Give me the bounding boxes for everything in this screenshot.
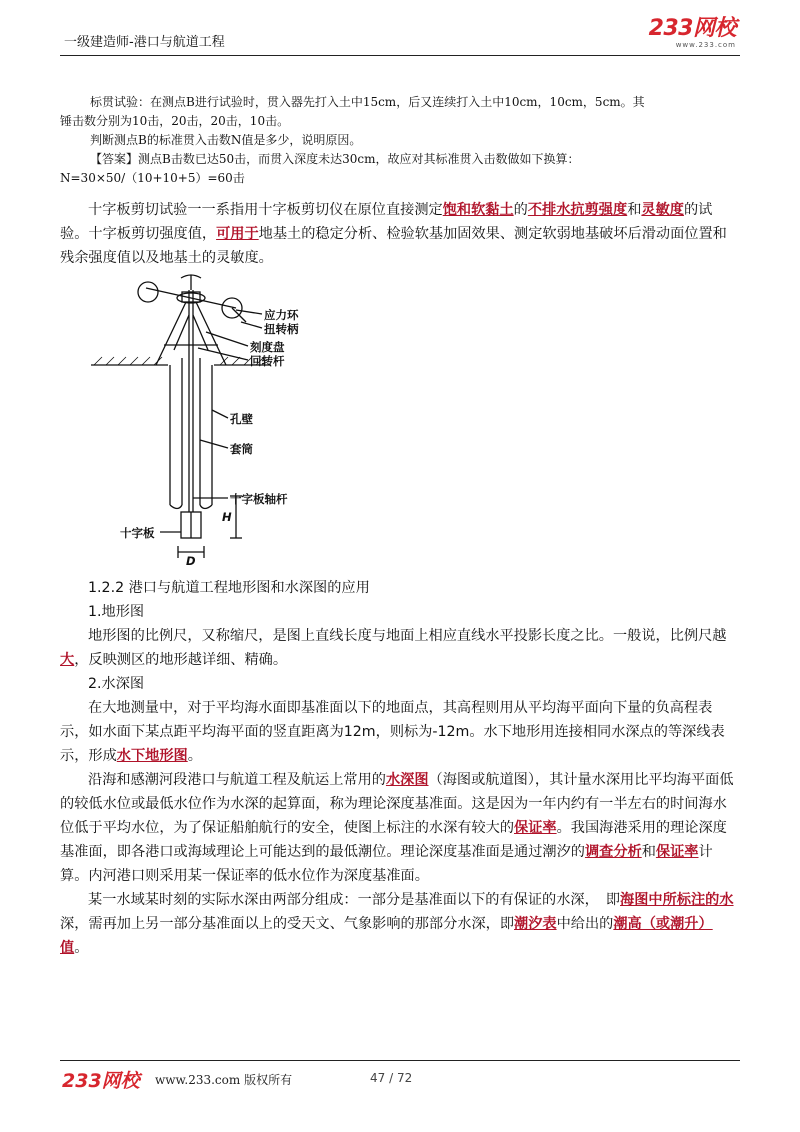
highlight-term: 水深图 (385, 772, 429, 788)
label-H: H (222, 510, 232, 524)
label-stress-ring: 应力环 (264, 308, 299, 322)
label-vane-shaft: 十字板轴杆 (230, 492, 288, 506)
case-line: 锤击数分别为10击，20击，20击，10击。 (60, 114, 290, 128)
text-run: 在大地测量中，对于平均海水面即基准面以下的地面点，其高程则用从平均海平面向下量的负高程表示，如水面下某点距平均海平面的竖直距离为12m，则标为-12m。水下地形用连接相同水深点的等深线表示，形成 (60, 700, 725, 764)
footer-copyright: www.233.com 版权所有 (155, 1073, 293, 1087)
highlight-term: 饱和软黏土 (442, 202, 514, 218)
label-hole-wall: 孔壁 (230, 412, 253, 426)
text-run: 十字板剪切试验一一系指用十字板剪切仪在原位直接测定 (88, 202, 443, 218)
case-line: 判断测点B的标准贯入击数N值是多少，说明原因。 (90, 133, 362, 147)
label-dial: 刻度盘 (250, 340, 285, 354)
text-run: 沿海和感潮河段港口与航道工程及航运上常用的 (88, 772, 386, 788)
text-run: 和 (627, 202, 642, 218)
vane-shear-apparatus-figure (86, 270, 326, 570)
text-run: （海图或航道图），其计量水深用比平均海平面低的较低水位或最低水位作为水深的起算面，称为理论深度基准面。这是因为一年内约有一半左右的时间海水位低于平均水位，为了保证船舶航行的安全，使图上标注的水深有较大的 (60, 772, 734, 836)
highlight-term: 可用于 (216, 226, 259, 242)
label-vane: 十字板 (120, 526, 155, 540)
label-rotating-rod: 回转杆 (250, 354, 285, 368)
text-run: 某一水域某时刻的实际水深由两部分组成：一部分是基准面以下的有保证的水深， 即 (88, 892, 621, 908)
footer-logo[interactable]: 233网校 (62, 1070, 140, 1092)
highlight-term: 保证率 (514, 820, 557, 836)
highlight-term: 海图中所标注的水 (620, 892, 734, 908)
highlight-term: 不排水抗剪强度 (527, 202, 628, 218)
paragraph-depth-1 (60, 696, 740, 768)
highlight-term: 大 (60, 652, 75, 668)
footer-divider (60, 1060, 740, 1061)
logo-url: www.233.com (675, 41, 736, 49)
section-body (60, 576, 740, 960)
paragraph-topographic (60, 624, 740, 672)
text-run: 。 (74, 940, 89, 956)
text-run: 。 (187, 748, 202, 764)
text-run: 中给出的 (556, 916, 614, 932)
highlight-term: 灵敏度 (641, 202, 684, 218)
highlight-term: 保证率 (655, 844, 699, 860)
case-block (60, 93, 740, 188)
text-run: 的 (513, 202, 528, 218)
text-run: 的试验。十字板剪切强度值， (60, 202, 713, 242)
highlight-term: 调查分析 (584, 844, 642, 860)
case-line: 标贯试验：在测点B进行试验时，贯入器先打入土中15cm，后又连续打入土中10cm，10cm，5cm。其 (90, 95, 645, 109)
highlight-term: 潮高（或潮升）值 (60, 916, 713, 956)
label-torque-handle: 扭转柄 (264, 322, 299, 336)
text-run: 地基土的稳定分析、检验软基加固效果、测定软弱地基破坏后滑动面位置和残余强度值以及地基土的灵敏度。 (60, 226, 727, 266)
paragraph-depth-3 (60, 888, 740, 960)
text-run: 计算。内河港口则采用某一保证率的低水位作为深度基准面。 (60, 844, 713, 884)
brand-logo[interactable] (649, 18, 736, 49)
page-number: 47 / 72 (370, 1071, 413, 1085)
text-run: 深，需再加上另一部分基准面以上的受天文、气象影响的那部分水深，即 (60, 916, 515, 932)
text-run: 。我国海港采用的理论深度基准面，即各港口或海域理论上可能达到的最低潮位。理论深度基准面是通过潮汐的 (60, 820, 727, 860)
text-run: 地形图的比例尺，又称缩尺，是图上直线长度与地面上相应直线水平投影长度之比。一般说，比例尺越 (88, 628, 727, 644)
paragraph-depth-2 (60, 768, 740, 888)
section-heading: 1.2.2 港口与航道工程地形图和水深图的应用 (88, 580, 370, 596)
subheading-topographic: 1.地形图 (88, 604, 145, 620)
case-formula: N=30×50/（10+10+5）=60击 (60, 171, 245, 185)
highlight-term: 潮汐表 (514, 916, 557, 932)
text-run: ，反映测区的地形越详细、精确。 (74, 652, 288, 668)
case-answer: 【答案】测点B击数已达50击，而贯入深度未达30cm，故应对其标准贯入击数做如下换算： (90, 152, 580, 166)
vane-paragraph (60, 198, 740, 270)
subheading-depth-chart: 2.水深图 (88, 676, 145, 692)
highlight-term: 水下地形图 (116, 748, 188, 764)
header-divider (60, 55, 740, 56)
text-run: 和 (641, 844, 656, 860)
logo-text: 233网校 (648, 16, 736, 41)
header-title: 一级建造师-港口与航道工程 (64, 35, 225, 50)
label-D: D (186, 554, 196, 568)
label-casing: 套筒 (230, 442, 253, 456)
